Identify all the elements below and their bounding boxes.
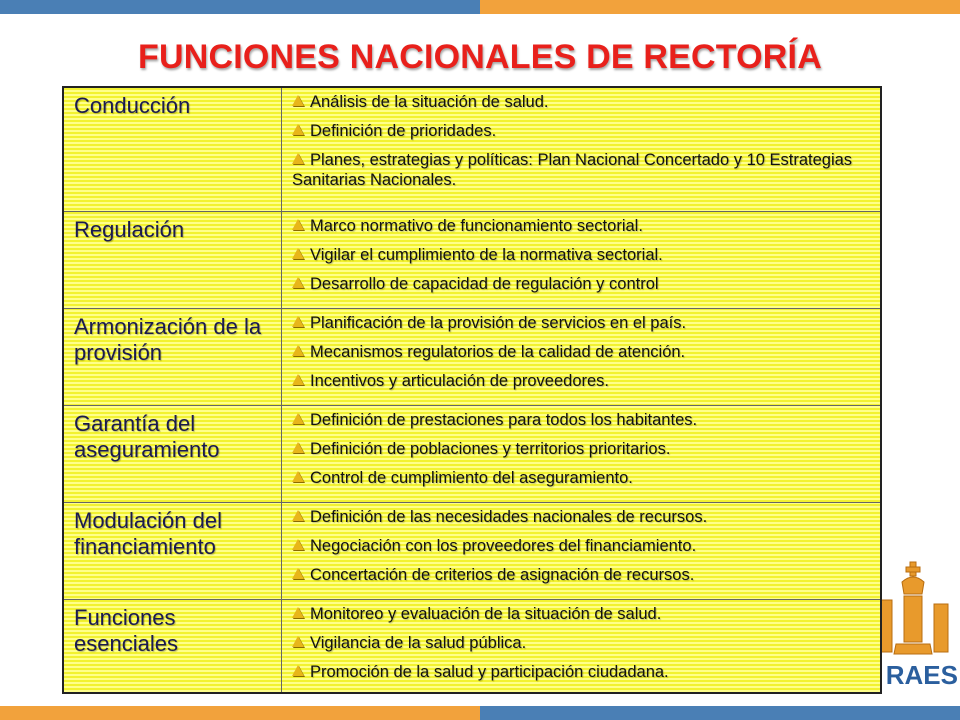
row-items: [282, 503, 880, 599]
list-item: Monitoreo y evaluación de la situación de salud.: [292, 604, 872, 624]
row-items: [282, 600, 880, 692]
raes-logo: [874, 560, 960, 700]
triangle-bullet-icon: [292, 568, 304, 579]
row-header: Armonización de la provisión: [64, 309, 282, 405]
list-item: Promoción de la salud y participación ciudadana.: [292, 662, 872, 682]
list-item: Incentivos y articulación de proveedores.: [292, 371, 872, 391]
list-item: Negociación con los proveedores del financiamiento.: [292, 536, 872, 556]
table-row-regulacion: [64, 211, 880, 308]
list-item: Definición de prioridades.: [292, 121, 872, 141]
rectoria-functions-table: [62, 86, 882, 694]
row-items: [282, 212, 880, 308]
row-items: [282, 88, 880, 211]
list-item: Vigilar el cumplimiento de la normativa sectorial.: [292, 245, 872, 265]
list-item: Definición de prestaciones para todos los habitantes.: [292, 410, 872, 430]
list-item: Control de cumplimiento del aseguramiento.: [292, 468, 872, 488]
triangle-bullet-icon: [292, 607, 304, 618]
triangle-bullet-icon: [292, 277, 304, 288]
row-items: [282, 309, 880, 405]
triangle-bullet-icon: [292, 95, 304, 106]
triangle-bullet-icon: [292, 153, 304, 164]
triangle-bullet-icon: [292, 442, 304, 453]
list-item: Marco normativo de funcionamiento sectorial.: [292, 216, 872, 236]
table-row-modulacion: [64, 502, 880, 599]
list-item: Vigilancia de la salud pública.: [292, 633, 872, 653]
triangle-bullet-icon: [292, 219, 304, 230]
svg-text:RAES: RAES: [885, 660, 958, 690]
list-item: Planes, estrategias y políticas: Plan Nacional Concertado y 10 Estrategias Sanitarias Nacionales.: [292, 151, 853, 189]
list-item: Planificación de la provisión de servicios en el país.: [292, 313, 872, 333]
list-item: Concertación de criterios de asignación de recursos.: [292, 565, 872, 585]
bottom-bar-right: [480, 706, 960, 720]
table-row-armonizacion: [64, 308, 880, 405]
triangle-bullet-icon: [292, 248, 304, 259]
row-header: Conducción: [64, 88, 282, 211]
slide-title: FUNCIONES NACIONALES DE RECTORÍA: [138, 38, 822, 76]
list-item: Definición de las necesidades nacionales de recursos.: [292, 507, 872, 527]
triangle-bullet-icon: [292, 124, 304, 135]
triangle-bullet-icon: [292, 510, 304, 521]
row-header: Garantía del aseguramiento: [64, 406, 282, 502]
top-bar-right: [480, 0, 960, 14]
top-bar-left: [0, 0, 480, 14]
list-item: Definición de poblaciones y territorios prioritarios.: [292, 439, 872, 459]
triangle-bullet-icon: [292, 316, 304, 327]
row-header: Funciones esenciales: [64, 600, 282, 692]
table-row-garantia: [64, 405, 880, 502]
row-items: [282, 406, 880, 502]
triangle-bullet-icon: [292, 413, 304, 424]
triangle-bullet-icon: [292, 374, 304, 385]
list-item: Mecanismos regulatorios de la calidad de atención.: [292, 342, 872, 362]
row-header: Modulación del financiamiento: [64, 503, 282, 599]
row-header: Regulación: [64, 212, 282, 308]
table-row-conduccion: [64, 88, 880, 211]
triangle-bullet-icon: [292, 539, 304, 550]
triangle-bullet-icon: [292, 345, 304, 356]
triangle-bullet-icon: [292, 665, 304, 676]
list-item: Desarrollo de capacidad de regulación y control: [292, 274, 872, 294]
list-item: Análisis de la situación de salud.: [292, 92, 872, 112]
table-row-funciones-esenciales: [64, 599, 880, 692]
bottom-bar-left: [0, 706, 480, 720]
triangle-bullet-icon: [292, 471, 304, 482]
triangle-bullet-icon: [292, 636, 304, 647]
